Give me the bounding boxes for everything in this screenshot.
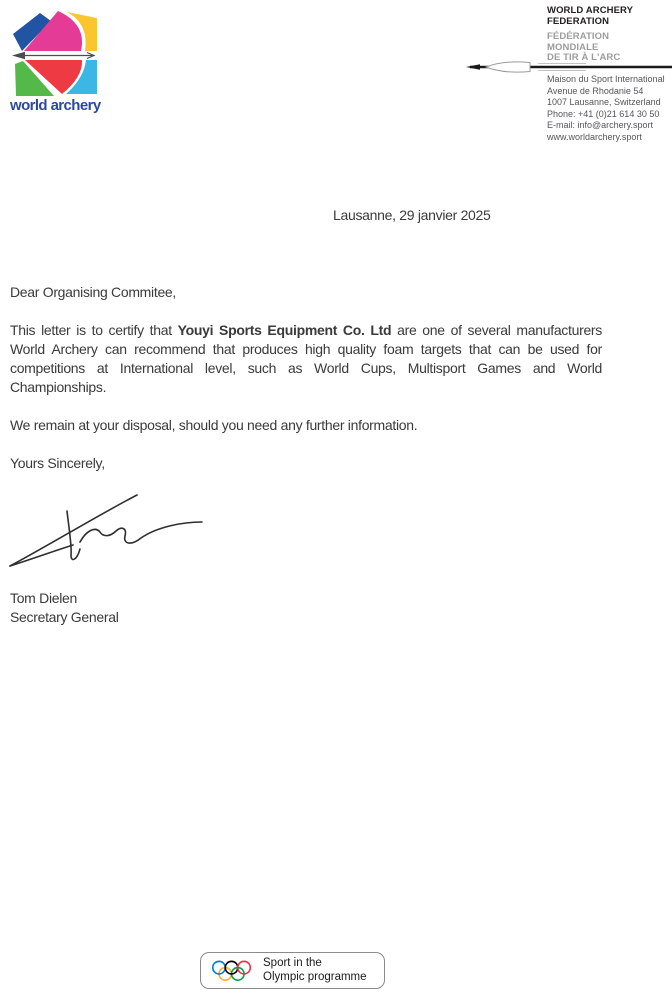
logo-wordmark: world archery [10,97,101,114]
closing-line: Yours Sincerely, [10,455,105,471]
main-paragraph [10,321,602,397]
date-line: Lausanne, 29 janvier 2025 [333,207,491,223]
address-line-email: E-mail: info@archery.sport [547,120,654,131]
olympic-programme-badge [200,952,385,989]
address-line: Maison du Sport International [547,74,665,84]
federation-name-en [547,6,633,27]
olympic-badge-line1: Sport in the [263,957,322,969]
olympic-rings-icon [210,958,254,984]
salutation: Dear Organising Commitee, [10,284,177,300]
federation-name-fr-line: FÉDÉRATION [547,31,610,42]
body-text-before-bold: This letter is to certify that [10,322,178,338]
body-text-after-bold: are one of several manufacturers World Archery can recommend that produces high quality foam targets that can be used for competitions at International level, such as World Cups, Multisport Games and World Championships. [10,322,602,395]
address-line: 1007 Lausanne, Switzerland [547,97,661,108]
arrow-fletching [486,62,530,72]
signature-stroke [80,522,202,543]
logo-arrow-head [12,52,25,59]
address-line-website: www.worldarchery.sport [547,131,642,142]
federation-name-en-line: FEDERATION [547,15,610,27]
arrow-tip [466,64,480,70]
letter-body [10,283,602,473]
federation-name-fr-line: DE TIR À L'ARC [547,52,621,63]
arrow-divider-icon [466,59,672,75]
federation-names [547,6,633,64]
olympic-badge-text [263,957,367,984]
signer-block [10,589,119,627]
signer-name: Tom Dielen [10,590,78,606]
address-line: Avenue de Rhodanie 54 [547,85,644,96]
federation-name-fr-line: MONDIALE [547,41,599,53]
world-archery-logo-icon [10,8,100,96]
signature-stroke [67,511,80,560]
signature-scrawl [6,486,206,570]
olympic-badge-line2: Olympic programme [263,970,367,983]
address-line-phone: Phone: +41 (0)21 614 30 50 [547,108,660,119]
federation-name-en-line: WORLD ARCHERY [547,5,634,16]
world-archery-logo [10,8,102,114]
address-block [547,74,665,144]
company-name-bold: Youyi Sports Equipment Co. Ltd [177,322,392,338]
disposal-line: We remain at your disposal, should you need any further information. [10,417,418,433]
signer-title: Secretary General [10,609,119,625]
